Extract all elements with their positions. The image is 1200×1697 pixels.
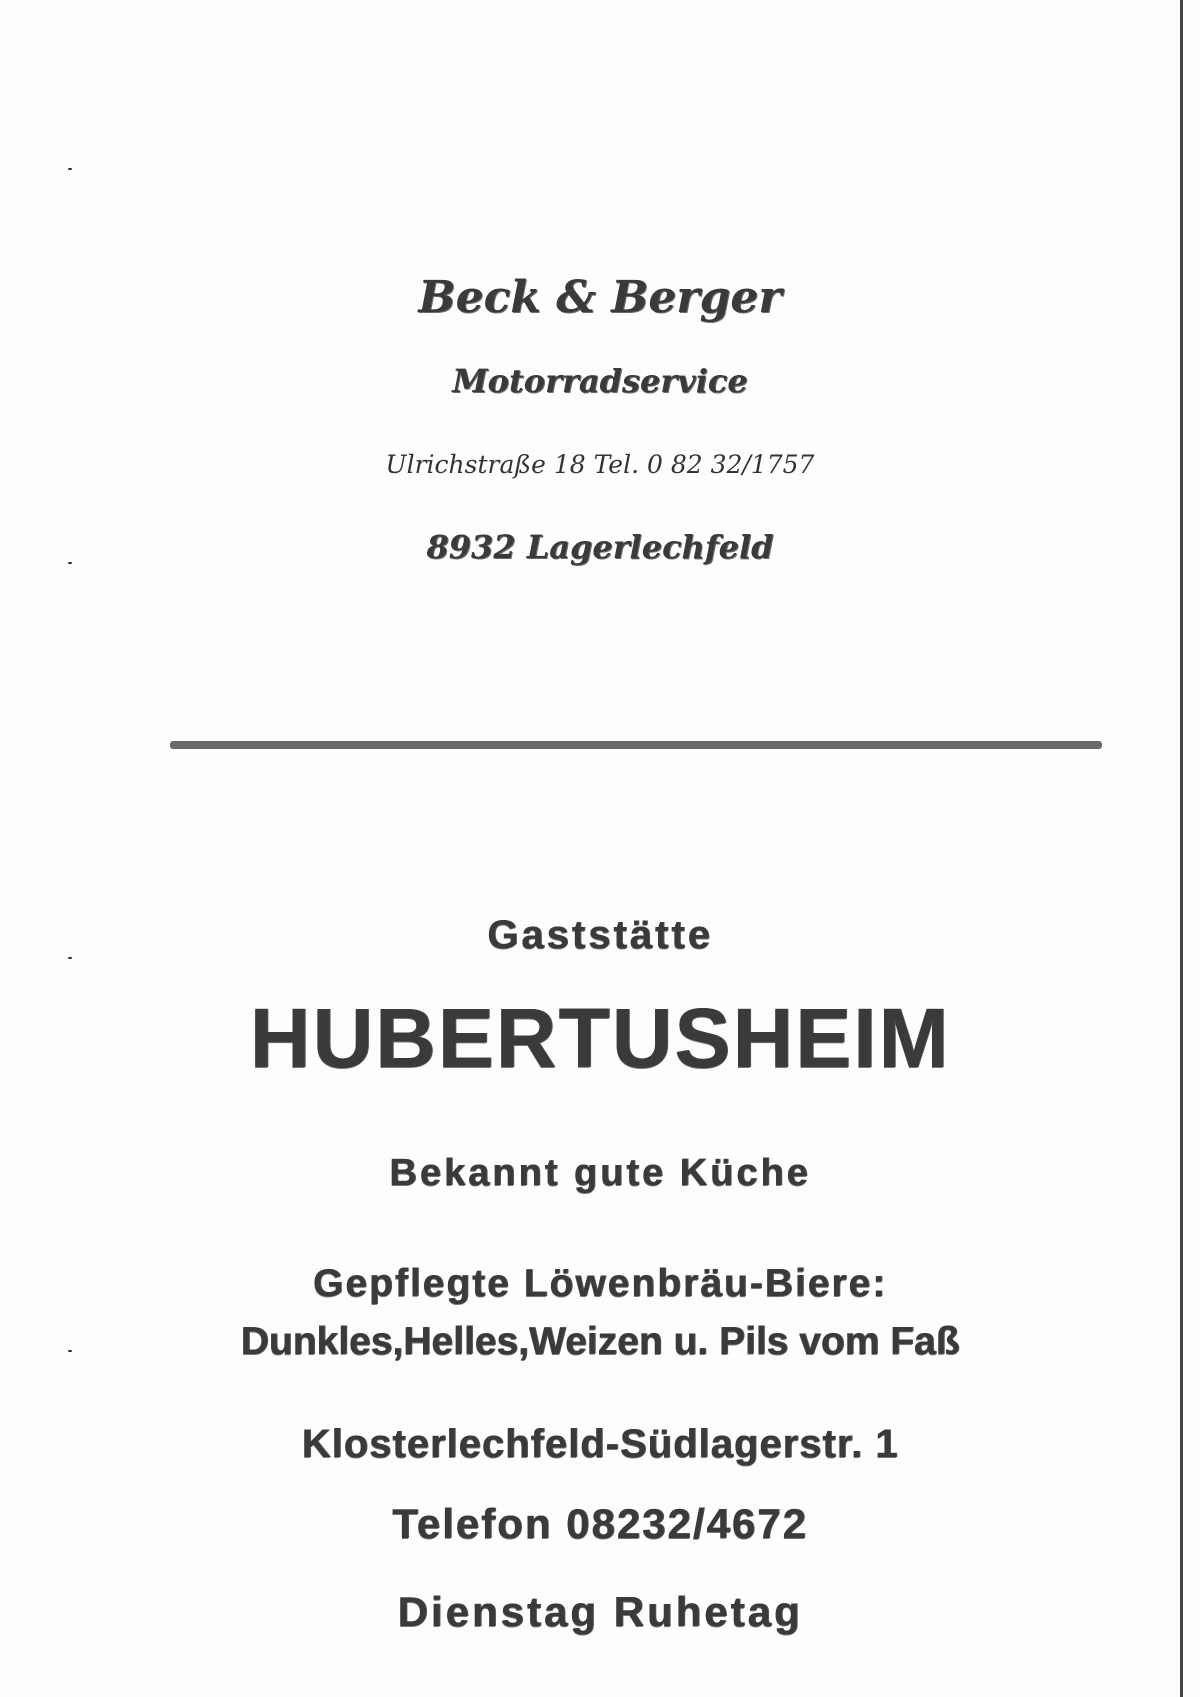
venue-phone: Telefon 08232/4672 <box>392 1500 808 1547</box>
venue-prefix: Gaststätte <box>487 913 713 957</box>
service-label: Motorradservice <box>452 362 748 400</box>
city-line: 8932 Lagerlechfeld <box>426 528 774 566</box>
divider-line <box>170 741 1102 749</box>
address-phone: Ulrichstraße 18 Tel. 0 82 32/1757 <box>385 450 815 479</box>
beer-line-2: Dunkles,Helles,Weizen u. Pils vom Faß <box>240 1320 960 1363</box>
venue-address: Klosterlechfeld-Südlagerstr. 1 <box>301 1422 899 1466</box>
closing-day: Dienstag Ruhetag <box>397 1588 803 1635</box>
company-name: Beck & Berger <box>418 272 782 323</box>
beer-line-1: Gepflegte Löwenbräu-Biere: <box>312 1262 888 1305</box>
slogan: Bekannt gute Küche <box>389 1152 811 1194</box>
venue-name: HUBERTUSHEIM <box>249 991 951 1085</box>
scan-speck <box>68 168 72 170</box>
